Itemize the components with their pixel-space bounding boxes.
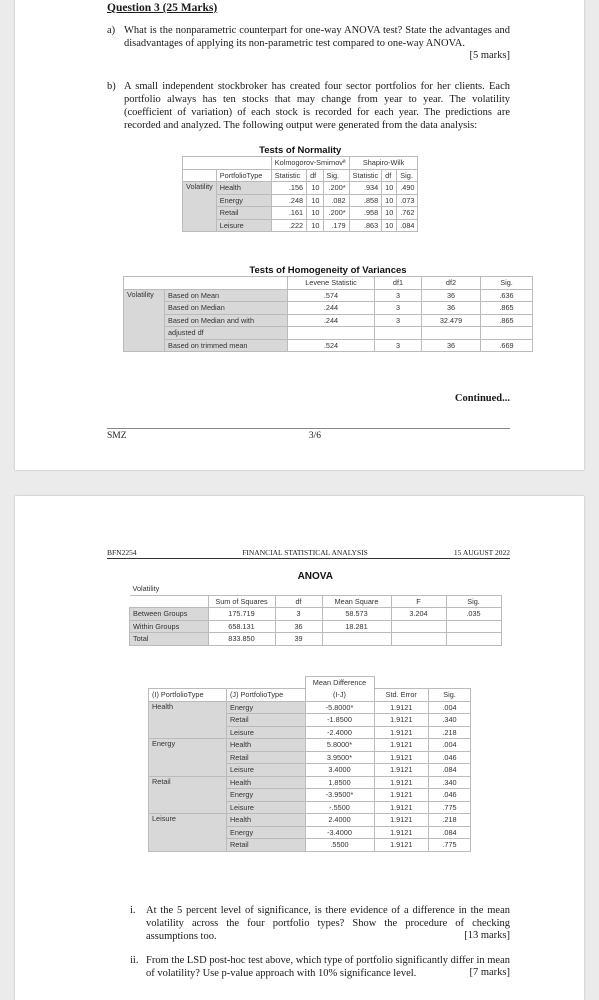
cell: 1.9121 xyxy=(374,751,429,764)
cell: 5.8000* xyxy=(305,739,374,752)
cell: -1.8500 xyxy=(305,714,374,727)
cell: .200* xyxy=(323,182,349,195)
cell: 3.204 xyxy=(391,608,446,621)
page-4 xyxy=(15,496,584,1000)
row-label: Based on Median and with xyxy=(165,314,288,327)
table-row xyxy=(149,739,471,752)
posthoc-table xyxy=(148,676,471,852)
col-sig: Sig. xyxy=(481,277,533,290)
cell: .340 xyxy=(429,776,471,789)
cell: 36 xyxy=(275,620,322,633)
cell: 39 xyxy=(275,633,322,646)
cell: 3 xyxy=(375,314,422,327)
group-label: Energy xyxy=(149,739,227,777)
table-row xyxy=(124,289,533,302)
cell: 1.9121 xyxy=(374,826,429,839)
cell: 3.9500* xyxy=(305,751,374,764)
header-course-code: BFN2254 xyxy=(107,548,137,557)
cell: 1.9121 xyxy=(374,814,429,827)
cell: .863 xyxy=(349,219,382,232)
cell: 10 xyxy=(307,207,323,220)
question-ii-marks: [7 marks] xyxy=(469,967,510,978)
col-portfolio-type: PortfolioType xyxy=(216,169,271,182)
group-label: Leisure xyxy=(149,814,227,852)
row-label: Leisure xyxy=(227,801,306,814)
cell: .084 xyxy=(429,826,471,839)
cell: 10 xyxy=(307,182,323,195)
anova-table xyxy=(129,570,502,646)
cell: .244 xyxy=(288,314,375,327)
row-type: Energy xyxy=(216,194,271,207)
cell: 3 xyxy=(375,289,422,302)
row-label: Energy xyxy=(227,789,306,802)
homogeneity-title: Tests of Homogeneity of Variances xyxy=(249,264,407,276)
row-label-continued: adjusted df xyxy=(165,327,288,340)
anova-table-block xyxy=(129,570,502,646)
table-row xyxy=(124,339,533,352)
col-j-portfolio: (J) PortfolioType xyxy=(227,689,306,702)
cell: 10 xyxy=(382,219,397,232)
normality-title: Tests of Normality xyxy=(259,144,342,156)
col-sw-statistic: Statistic xyxy=(349,169,382,182)
question-i-marks: [13 marks] xyxy=(464,930,510,941)
row-label: Health xyxy=(227,814,306,827)
col-sw-sig: Sig. xyxy=(397,169,418,182)
cell xyxy=(446,633,501,646)
cell: 1.8500 xyxy=(305,776,374,789)
row-label: Retail xyxy=(227,839,306,852)
cell: .865 xyxy=(481,314,533,327)
cell: 36 xyxy=(422,339,481,352)
cell: .046 xyxy=(429,789,471,802)
cell: .5500 xyxy=(305,839,374,852)
col-ks-df: df xyxy=(307,169,323,182)
normality-table-block xyxy=(182,144,418,232)
cell: -3.9500* xyxy=(305,789,374,802)
cell: .636 xyxy=(481,289,533,302)
cell: .574 xyxy=(288,289,375,302)
cell: .179 xyxy=(323,219,349,232)
cell: 58.573 xyxy=(322,608,391,621)
col-i-portfolio: (I) PortfolioType xyxy=(149,689,227,702)
row-label: Within Groups xyxy=(130,620,209,633)
col-mean-difference-sub: (I-J) xyxy=(305,689,374,702)
question-title: Question 3 (25 Marks) xyxy=(107,2,218,14)
cell: 10 xyxy=(307,219,323,232)
row-label: Retail xyxy=(227,714,306,727)
cell: .669 xyxy=(481,339,533,352)
cell: .084 xyxy=(397,219,418,232)
cell: 1.9121 xyxy=(374,726,429,739)
cell: .340 xyxy=(429,714,471,727)
row-type: Leisure xyxy=(216,219,271,232)
question-i-text: At the 5 percent level of significance, is there evidence of a difference in the mean volatility across the four portfolio types? Show the procedure of checking assumptions too. xyxy=(146,905,510,942)
cell xyxy=(446,620,501,633)
table-row xyxy=(183,182,418,195)
question-i-label: i. xyxy=(130,905,136,916)
cell: 3 xyxy=(375,339,422,352)
part-a-marks: [5 marks] xyxy=(469,50,510,61)
page-number: 3/6 xyxy=(308,431,322,441)
cell: .958 xyxy=(349,207,382,220)
cell: 1.9121 xyxy=(374,701,429,714)
cell: .073 xyxy=(397,194,418,207)
table-row xyxy=(149,701,471,714)
col-df2: df2 xyxy=(422,277,481,290)
cell: 36 xyxy=(422,289,481,302)
row-label-volatility: Volatility xyxy=(124,289,165,352)
cell: .490 xyxy=(397,182,418,195)
table-row xyxy=(130,633,502,646)
cell xyxy=(391,633,446,646)
row-label: Based on trimmed mean xyxy=(165,339,288,352)
col-ks-statistic: Statistic xyxy=(271,169,306,182)
col-mean-difference: Mean Difference xyxy=(305,677,374,689)
row-type: Health xyxy=(216,182,271,195)
cell: 10 xyxy=(382,207,397,220)
table-row xyxy=(149,776,471,789)
cell: 1.9121 xyxy=(374,801,429,814)
cell: .762 xyxy=(397,207,418,220)
cell: 1.9121 xyxy=(374,714,429,727)
cell: 10 xyxy=(382,182,397,195)
cell: .218 xyxy=(429,726,471,739)
cell: -.5500 xyxy=(305,801,374,814)
cell: .156 xyxy=(271,182,306,195)
homogeneity-table xyxy=(123,264,533,352)
part-a-label: a) xyxy=(107,25,116,36)
table-row xyxy=(130,608,502,621)
header-date: 15 AUGUST 2022 xyxy=(453,548,510,557)
cell: 1.9121 xyxy=(374,789,429,802)
cell: 3 xyxy=(275,608,322,621)
part-a-text: What is the nonparametric counterpart for one-way ANOVA test? State the advantages and disadvantages of applying its non-parametric test compared to one-way ANOVA. xyxy=(124,25,510,49)
row-label: Based on Median xyxy=(165,302,288,315)
row-label: Energy xyxy=(227,701,306,714)
normality-table xyxy=(182,144,418,232)
table-row xyxy=(183,219,418,232)
row-label-volatility: Volatility xyxy=(183,182,217,232)
cell: .775 xyxy=(429,801,471,814)
part-b-text: A small independent stockbroker has created four sector portfolios for her clients. Each portfolio always has ten stocks that may change from year to year. The volatility (coefficient of variation) of each stock is recorded for each year. The predictions are recorded and analyzed. The following output were generated from the data analysis: xyxy=(124,81,510,131)
cell: 1.9121 xyxy=(374,839,429,852)
table-row xyxy=(124,302,533,315)
cell xyxy=(391,620,446,633)
anova-title: ANOVA xyxy=(297,571,333,582)
cell: 175.719 xyxy=(208,608,275,621)
table-row xyxy=(183,194,418,207)
col-std-error: Std. Error xyxy=(374,689,429,702)
cell: -2.4000 xyxy=(305,726,374,739)
cell: -5.8000* xyxy=(305,701,374,714)
cell: .865 xyxy=(481,302,533,315)
cell: .004 xyxy=(429,701,471,714)
cell: -3.4000 xyxy=(305,826,374,839)
cell: 36 xyxy=(422,302,481,315)
cell: 32.479 xyxy=(422,314,481,327)
cell: .244 xyxy=(288,302,375,315)
row-label: Based on Mean xyxy=(165,289,288,302)
continued-label: Continued... xyxy=(454,393,510,404)
sw-header: Shapiro-Wilk xyxy=(349,157,418,170)
cell: 3.4000 xyxy=(305,764,374,777)
anova-dependent-variable: Volatility xyxy=(130,583,502,595)
row-label: Leisure xyxy=(227,726,306,739)
cell: .161 xyxy=(271,207,306,220)
row-type: Retail xyxy=(216,207,271,220)
cell: .218 xyxy=(429,814,471,827)
cell: .035 xyxy=(446,608,501,621)
question-ii-label: ii. xyxy=(130,955,139,966)
table-row xyxy=(124,314,533,327)
cell: .084 xyxy=(429,764,471,777)
group-label: Health xyxy=(149,701,227,739)
col-mean-square: Mean Square xyxy=(322,595,391,608)
row-label: Total xyxy=(130,633,209,646)
col-sig: Sig. xyxy=(446,595,501,608)
table-row xyxy=(149,814,471,827)
cell: .934 xyxy=(349,182,382,195)
row-label: Between Groups xyxy=(130,608,209,621)
cell: .775 xyxy=(429,839,471,852)
cell: .200* xyxy=(323,207,349,220)
footer-rule xyxy=(107,428,510,429)
cell: .858 xyxy=(349,194,382,207)
table-row xyxy=(130,620,502,633)
col-df: df xyxy=(275,595,322,608)
cell: .082 xyxy=(323,194,349,207)
cell: 18.281 xyxy=(322,620,391,633)
row-label: Retail xyxy=(227,751,306,764)
cell: .046 xyxy=(429,751,471,764)
cell: 658.131 xyxy=(208,620,275,633)
cell: 2.4000 xyxy=(305,814,374,827)
cell: 833.850 xyxy=(208,633,275,646)
col-levene: Levene Statistic xyxy=(288,277,375,290)
col-ks-sig: Sig. xyxy=(323,169,349,182)
table-row xyxy=(183,207,418,220)
cell: 1.9121 xyxy=(374,764,429,777)
cell: 10 xyxy=(307,194,323,207)
col-sum-squares: Sum of Squares xyxy=(208,595,275,608)
header-course-title: FINANCIAL STATISTICAL ANALYSIS xyxy=(242,548,368,557)
row-label: Leisure xyxy=(227,764,306,777)
header-rule xyxy=(107,558,510,559)
group-label: Retail xyxy=(149,776,227,814)
question-ii-text: From the LSD post-hoc test above, which type of portfolio significantly differ in mean of volatility? Use p-value approach with 10% significance level. xyxy=(146,955,510,979)
cell: 1.9121 xyxy=(374,739,429,752)
posthoc-table-block xyxy=(148,676,471,852)
cell: .004 xyxy=(429,739,471,752)
cell: 3 xyxy=(375,302,422,315)
row-label: Energy xyxy=(227,826,306,839)
cell: .222 xyxy=(271,219,306,232)
ks-header: Kolmogorov-Smirnovª xyxy=(271,157,349,170)
col-sig: Sig. xyxy=(429,689,471,702)
page-3 xyxy=(15,0,584,470)
cell: 10 xyxy=(382,194,397,207)
cell: 1.9121 xyxy=(374,776,429,789)
homogeneity-table-block xyxy=(123,264,533,352)
col-df1: df1 xyxy=(375,277,422,290)
row-label: Health xyxy=(227,776,306,789)
col-sw-df: df xyxy=(382,169,397,182)
footer-left: SMZ xyxy=(107,431,127,441)
row-label: Health xyxy=(227,739,306,752)
cell xyxy=(322,633,391,646)
part-b-label: b) xyxy=(107,81,116,92)
cell: .524 xyxy=(288,339,375,352)
cell: .248 xyxy=(271,194,306,207)
col-f: F xyxy=(391,595,446,608)
